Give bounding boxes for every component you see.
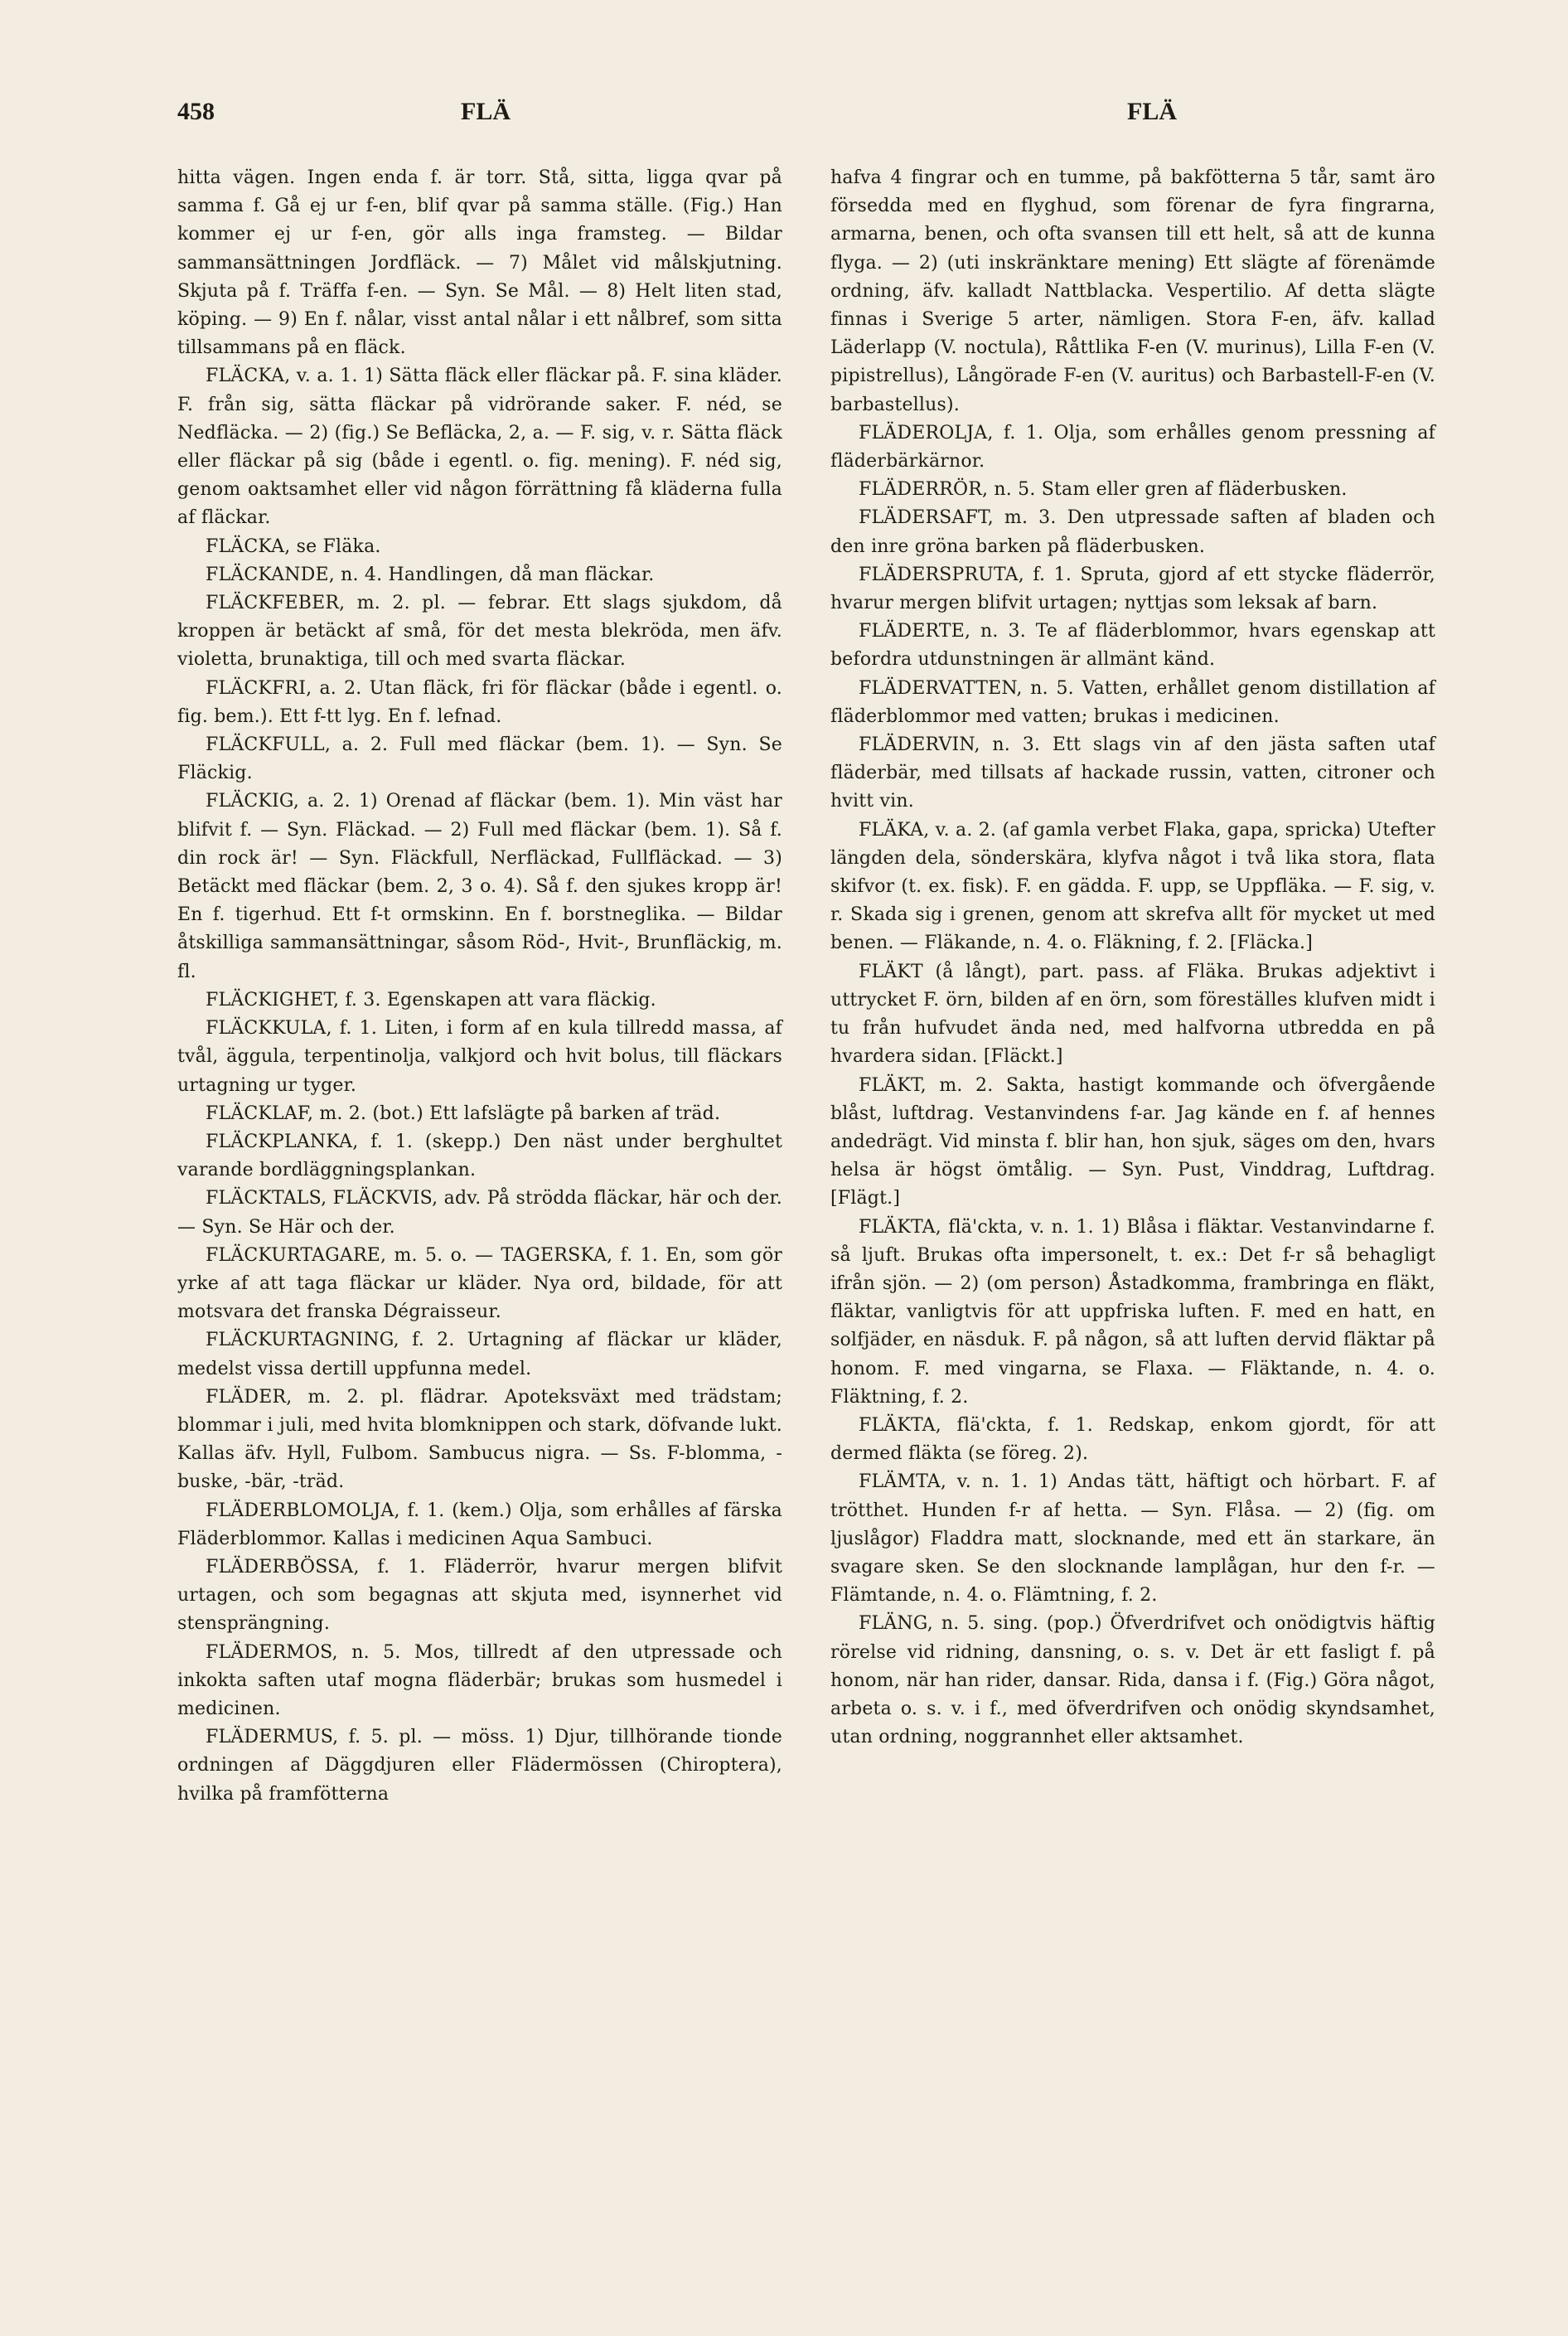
entry-text: FLÄMTA, v. n. 1. 1) Andas tätt, häftigt och hörbart. F. af trötthet. Hunden f-r af hetta. — Syn. Flåsa. — 2) (fig. om ljuslågor) Fladdra matt, slocknande, med ett än starkare, än svagare sken. Se den slocknande lamplågan, hur den f-r. — Flämtande, n. 4. o. Flämtning, f. 2. — [830, 1471, 1435, 1607]
entry-text: FLÄKT, m. 2. Sakta, hastigt kommande och öfvergående blåst, luftdrag. Vestanvindens f-ar. Jag kände en f. af hennes andedrägt. Vid minsta f. blir han, hon sjuk, säges om den, hvars helsa är högst ömtålig. — Syn. Pust, Vinddrag, Luftdrag. [Flägt.] — [830, 1074, 1435, 1209]
entry-text: FLÄKT (å långt), part. pass. af Fläka. Brukas adjektivt i uttrycket F. örn, bilden af en örn, som föreställes klufven midt i tu från hufvudet ända ned, med halfvorna utbredda en på hvardera sidan. [Fläckt.] — [830, 961, 1435, 1068]
entry-text: FLÄCKANDE, n. 4. Handlingen, då man fläckar. — [206, 564, 655, 585]
entry-text: FLÄCKIGHET, f. 3. Egenskapen att vara fläckig. — [206, 989, 656, 1010]
entry-text: FLÄDERMOS, n. 5. Mos, tillredt af den utpressade och inkokta saften utaf mogna fläderbär; brukas som husmedel i medicinen. — [177, 1641, 782, 1719]
entry-text: FLÄDEROLJA, f. 1. Olja, som erhålles genom pressning af fläderbärkärnor. — [830, 422, 1435, 473]
entry-text: FLÄDERVATTEN, n. 5. Vatten, erhållet genom distillation af fläderblommor med vatten; brukas i medicinen. — [830, 677, 1435, 727]
right-column — [830, 164, 1435, 1752]
entry-text: FLÄDERBÖSSA, f. 1. Fläderrör, hvarur mergen blifvit urtagen, och som begagnas att skjuta med, isynnerhet vid stensprängning. — [177, 1556, 782, 1635]
entry-text: FLÄDERSAFT, m. 3. Den utpressade saften af bladen och den inre gröna barken på fläderbusken. — [830, 507, 1435, 557]
entry-text: FLÄCKLAF, m. 2. (bot.) Ett lafslägte på barken af träd. — [206, 1103, 721, 1124]
entry-text: FLÄNG, n. 5. sing. (pop.) Öfverdrifvet och onödigtvis häftig rörelse vid ridning, dansning, o. s. v. Det är ett fasligt f. på honom, när han rider, dansar. Rida, dansa i f. (Fig.) Göra något, arbeta o. s. v. i f., med öfverdrifven och onödig skyndsamhet, utan ordning, noggrannhet eller aktsamhet. — [830, 1613, 1435, 1748]
entry-text: FLÄDER, m. 2. pl. flädrar. Apoteksväxt med trädstam; blommar i juli, med hvita blomknippen och stark, döfvande lukt. Kallas äfv. Hyll, Fulbom. Sambucus nigra. — Ss. F-blomma, -buske, -bär, -träd. — [177, 1386, 782, 1493]
entry-text: FLÄKTA, flä'ckta, f. 1. Redskap, enkom gjordt, för att dermed fläkta (se föreg. 2). — [830, 1414, 1435, 1465]
entry-text: FLÄDERMUS, f. 5. pl. — möss. 1) Djur, tillhörande tionde ordningen af Däggdjuren eller Flädermössen (Chiroptera), hvilka på framfötterna — [177, 1727, 782, 1805]
left-column — [177, 164, 782, 1809]
entry-text: FLÄCKTALS, FLÄCKVIS, adv. På strödda fläckar, här och der. — Syn. Se Här och der. — [177, 1188, 782, 1238]
entry-text: hitta vägen. Ingen enda f. är torr. Stå, sitta, ligga qvar på samma f. Gå ej ur f-en, blif qvar på samma ställe. (Fig.) Han kommer ej ur f-en, gör alls inga framsteg. — Bildar sammansättningen Jordfläck. — 7) Målet vid målskjutning. Skjuta på f. Träffa f-en. — Syn. Se Mål. — 8) Helt liten stad, köping. — 9) En f. nålar, visst antal nålar i ett nålbref, som sitta tillsammans på en fläck. — [177, 167, 782, 359]
entry-text: FLÄDERBLOMOLJA, f. 1. (kem.) Olja, som erhålles af färska Fläderblommor. Kallas i medicinen Aqua Sambuci. — [177, 1500, 782, 1549]
entry-text: FLÄCKFEBER, m. 2. pl. — febrar. Ett slags sjukdom, då kroppen är betäckt af små, för det mesta blekröda, men äfv. violetta, brunaktiga, till och med svarta fläckar. — [177, 593, 782, 671]
running-head-right: FLÄ — [1127, 98, 1177, 125]
page-header — [0, 98, 1568, 139]
entry-text: FLÄCKA, v. a. 1. 1) Sätta fläck eller fläckar på. F. sina kläder. F. från sig, sätta fläckar på vidrörande saker. F. néd, se Nedfläcka. — 2) (fig.) Se Befläcka, 2, a. — F. sig, v. r. Sätta fläck eller fläckar på sig (både i egentl. o. fig. mening). F. néd sig, genom oaktsamhet eller vid någon förrättning få kläderna fulla af fläckar. — [177, 366, 782, 529]
entry-text: FLÄDERTE, n. 3. Te af fläderblommor, hvars egenskap att befordra utdunstningen är allmänt känd. — [830, 621, 1435, 671]
running-head-left: FLÄ — [461, 98, 511, 125]
entry-text: FLÄKA, v. a. 2. (af gamla verbet Flaka, gapa, spricka) Utefter längden dela, sönderskära, klyfva något i två lika stora, flata skifvor (t. ex. fisk). F. en gädda. F. upp, se Uppfläka. — F. sig, v. r. Skada sig i grenen, genom att skrefva allt för mycket ut med benen. — Fläkande, n. 4. o. Fläkning, f. 2. [Fläcka.] — [830, 819, 1435, 954]
entry-text: FLÄCKFULL, a. 2. Full med fläckar (bem. 1). — Syn. Se Fläckig. — [177, 734, 782, 784]
entry-text: FLÄCKURTAGNING, f. 2. Urtagning af fläckar ur kläder, medelst vissa dertill uppfunna medel. — [177, 1330, 782, 1379]
entry-text: FLÄCKIG, a. 2. 1) Orenad af fläckar (bem. 1). Min väst har blifvit f. — Syn. Fläckad. — 2) Full med fläckar (bem. 1). Så f. din rock är! — Syn. Fläckfull, Nerfläckad, Fullfläckad. — 3) Betäckt med fläckar (bem. 2, 3 o. 4). Så f. den sjukes kropp är! En f. tigerhud. Ett f-t ormskinn. En f. borstneglika. — Bildar åtskilliga sammansättningar, såsom Röd-, Hvit-, Brunfläckig, m. fl. — [177, 791, 782, 982]
entry-text: FLÄDERVIN, n. 3. Ett slags vin af den jästa saften utaf fläderbär, med tillsats af hackade russin, vatten, citroner och hvitt vin. — [830, 734, 1435, 812]
entry-text: FLÄCKKULA, f. 1. Liten, i form af en kula tillredd massa, af tvål, äggula, terpentinolja, valkjord och hvit bolus, till fläckars urtagning ur tyger. — [177, 1018, 782, 1096]
entry-text: FLÄCKPLANKA, f. 1. (skepp.) Den näst under berghultet varande bordläggningsplankan. — [177, 1131, 782, 1181]
entry-text: FLÄCKFRI, a. 2. Utan fläck, fri för fläckar (både i egentl. o. fig. bem.). Ett f-tt lyg. En f. lefnad. — [177, 677, 782, 727]
entry-text: FLÄKTA, flä'ckta, v. n. 1. 1) Blåsa i fläktar. Vestanvindarne f. så ljuft. Brukas ofta impersonelt, t. ex.: Det f-r så behagligt ifrån sjön. — 2) (om person) Åstadkomma, frambringa en fläkt, fläktar, vanligtvis för att uppfriska luften. F. med en hatt, en solfjäder, en näsduk. F. på någon, så att luften dervid fläktar på honom. F. med vingarna, se Flaxa. — Fläktande, n. 4. o. Fläktning, f. 2. — [830, 1216, 1435, 1408]
entry-text: hafva 4 fingrar och en tumme, på bakfötterna 5 tår, samt äro försedda med en flyghud, som förenar de fyra fingrarna, armarna, benen, och ofta svansen till ett helt, så att de kunna flyga. — 2) (uti inskränktare mening) Ett slägte af förenämde ordning, äfv. kalladt Nattblacka. Vespertilio. Af detta slägte finnas i Sverige 5 arter, nämligen. Stora F-en, äfv. kallad Läderlapp (V. noctula), Råttlika F-en (V. murinus), Lilla F-en (V. pipistrellus), Långörade F-en (V. auritus) och Barbastell-F-en (V. barbastellus). — [830, 167, 1435, 415]
entry-text: FLÄDERSPRUTA, f. 1. Spruta, gjord af ett stycke fläderrör, hvarur mergen blifvit urtagen; nyttjas som leksak af barn. — [830, 564, 1435, 614]
entry-text: FLÄCKURTAGARE, m. 5. o. — TAGERSKA, f. 1. En, som gör yrke af att taga fläckar ur kläder. Nya ord, bildade, för att motsvara det franska Dégraisseur. — [177, 1244, 782, 1323]
entry-text: FLÄCKA, se Fläka. — [206, 536, 381, 557]
page-number: 458 — [177, 98, 215, 125]
entry-text: FLÄDERRÖR, n. 5. Stam eller gren af fläderbusken. — [859, 479, 1348, 501]
